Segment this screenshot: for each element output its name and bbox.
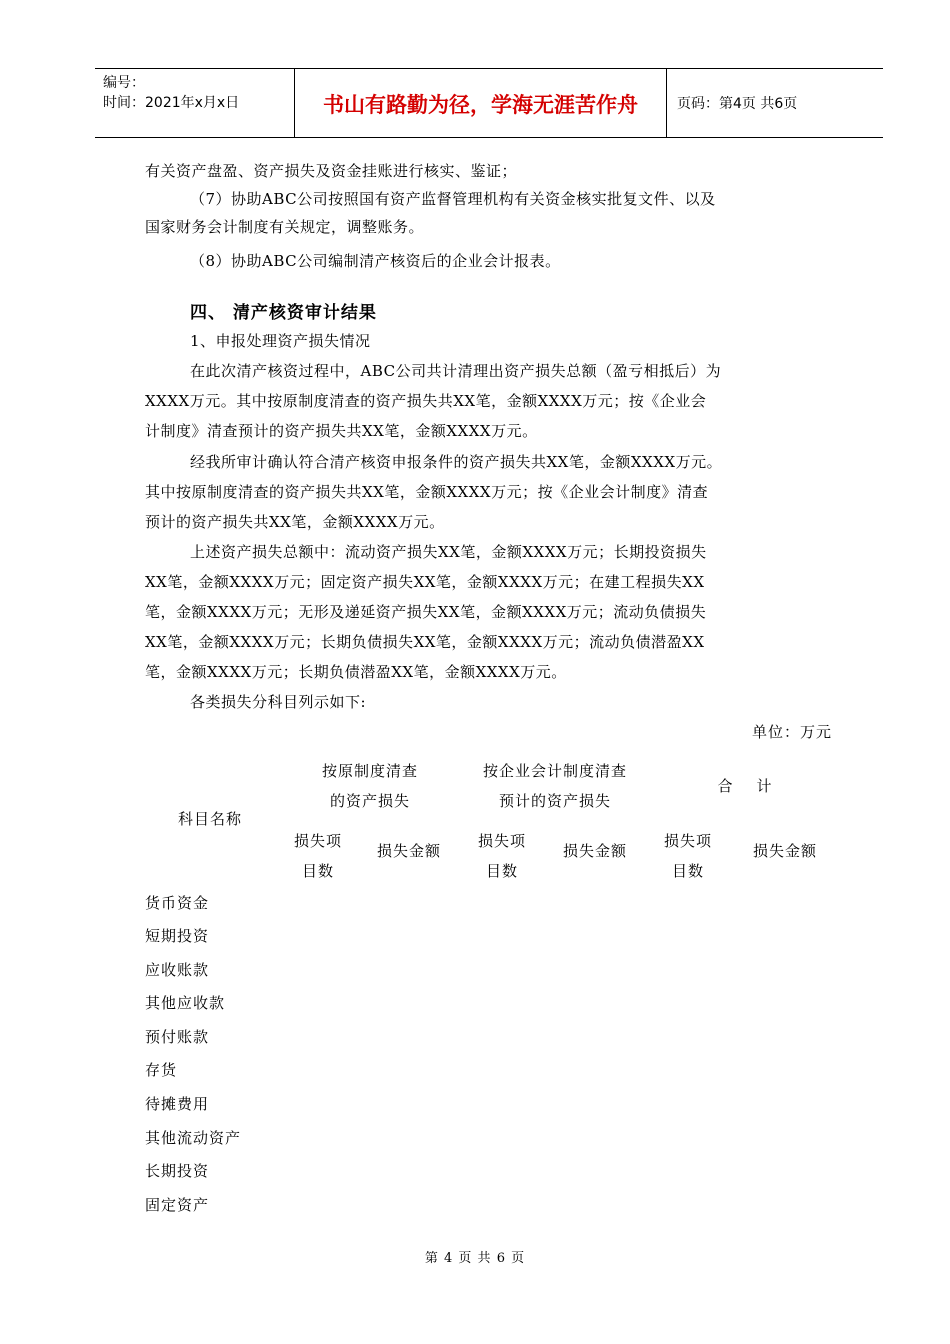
table-row-label: 待摊费用 (145, 1095, 210, 1113)
body-line: 笔，金额XXXX万元；长期负债潜盈XX笔，金额XXXX万元。 (145, 663, 567, 681)
sub-header-amount: 损失金额 (752, 842, 817, 860)
body-line: 国家财务会计制度有关规定，调整账务。 (145, 218, 425, 236)
body-line: 其中按原制度清查的资产损失共XX笔，金额XXXX万元；按《企业会计制度》清查 (145, 483, 709, 501)
body-line: 预计的资产损失共XX笔，金额XXXX万元。 (145, 513, 445, 531)
group-header-original: 按原制度清查 (321, 762, 418, 780)
body-line: XXXX万元。其中按原制度清查的资产损失共XX笔，金额XXXX万元；按《企业会 (145, 392, 707, 410)
body-line: 经我所审计确认符合清产核资申报条件的资产损失共XX笔，金额XXXX万元。 (190, 453, 723, 471)
body-line: 各类损失分科目列示如下: (190, 693, 367, 711)
sub-header-amount: 损失金额 (376, 842, 441, 860)
table-row-label: 其他流动资产 (145, 1129, 242, 1147)
table-row-label: 预付账款 (145, 1028, 210, 1046)
group-header-total: 合 计 (717, 777, 773, 795)
sub-header-count: 损失项 (663, 832, 712, 850)
body-line: 1、申报处理资产损失情况 (190, 332, 371, 350)
sub-header-amount: 损失金额 (562, 842, 627, 860)
sub-header-count: 损失项 (293, 832, 342, 850)
sub-header-count: 目数 (301, 862, 334, 880)
col-subject-header: 科目名称 (177, 810, 242, 828)
table-row-label: 应收账款 (145, 961, 210, 979)
table-row-label: 存货 (145, 1061, 178, 1079)
table-row-label: 短期投资 (145, 927, 210, 945)
header-page-number: 页码：第4页 共6页 (677, 96, 798, 112)
body-line: 在此次清产核资过程中，ABC公司共计清理出资产损失总额（盈亏相抵后）为 (190, 362, 722, 380)
unit-label: 单位：万元 (751, 723, 832, 741)
group-header-original: 的资产损失 (329, 792, 410, 810)
group-header-enterprise: 预计的资产损失 (498, 792, 611, 810)
sub-header-count: 损失项 (477, 832, 526, 850)
header-meta (103, 73, 239, 113)
page-header (95, 68, 883, 138)
table-row-label: 其他应收款 (145, 994, 226, 1012)
table-row-label: 货币资金 (145, 894, 210, 912)
body-line: 笔，金额XXXX万元；无形及递延资产损失XX笔，金额XXXX万元；流动负债损失 (145, 603, 707, 621)
group-header-enterprise: 按企业会计制度清查 (482, 762, 627, 780)
body-line: XX笔，金额XXXX万元；长期负债损失XX笔，金额XXXX万元；流动负债潜盈XX (145, 633, 705, 651)
body-line: 上述资产损失总额中：流动资产损失XX笔，金额XXXX万元；长期投资损失 (190, 543, 707, 561)
header-motto: 书山有路勤为径，学海无涯苦作舟 (323, 93, 638, 117)
body-line: 计制度》清查预计的资产损失共XX笔，金额XXXX万元。 (145, 422, 538, 440)
body-line: （7）协助ABC公司按照国有资产监督管理机构有关资金核实批复文件、以及 (190, 190, 716, 208)
body-line: （8）协助ABC公司编制清产核资后的企业会计报表。 (190, 252, 561, 270)
sub-header-count: 目数 (485, 862, 518, 880)
page-footer: 第 4 页 共 6 页 (424, 1251, 526, 1266)
body-line: 有关资产盘盈、资产损失及资金挂账进行核实、鉴证； (145, 162, 518, 180)
doc-time-label: 时间：2021年x月x日 (103, 95, 240, 111)
header-divider (666, 69, 667, 137)
section-heading: 四、 清产核资审计结果 (190, 303, 377, 323)
doc-number-label: 编号： (103, 75, 145, 91)
table-row-label: 固定资产 (145, 1196, 210, 1214)
sub-header-count: 目数 (671, 862, 704, 880)
table-row-label: 长期投资 (145, 1162, 210, 1180)
body-line: XX笔，金额XXXX万元；固定资产损失XX笔，金额XXXX万元；在建工程损失XX (145, 573, 705, 591)
